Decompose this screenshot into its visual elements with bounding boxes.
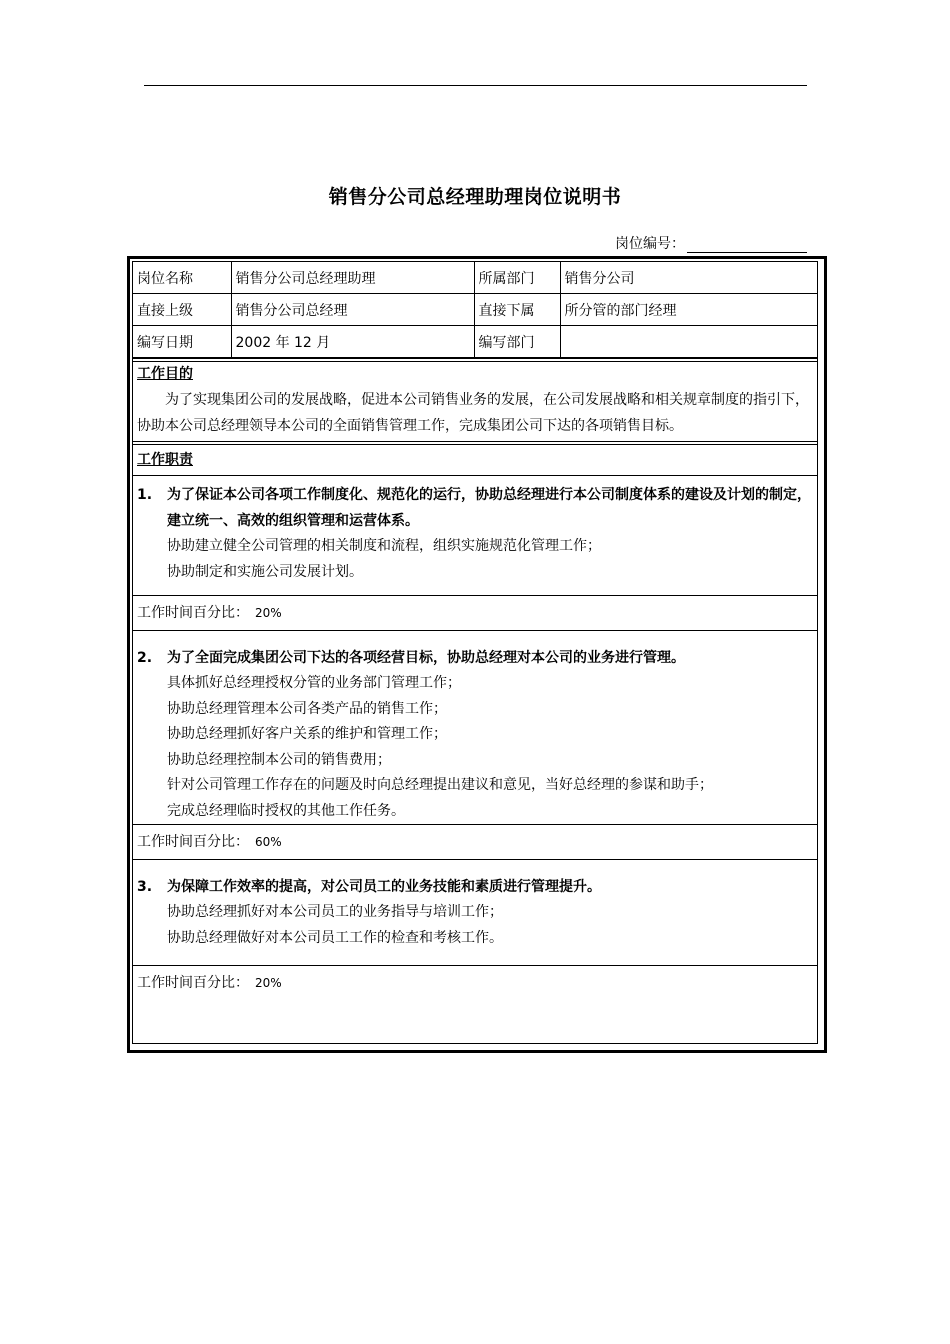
bullet-text: 协助制定和实施公司发展计划。 [167,563,363,580]
duty-title [133,476,817,534]
bullet-text: 协助总经理管理本公司各类产品的销售工作； [167,700,447,717]
info-label: 编写日期 [133,326,231,358]
duty-bullet [133,671,817,697]
bullet-text: 协助建立健全公司管理的相关制度和流程，组织实施规范化管理工作； [167,538,601,554]
duty-bullet [133,697,817,723]
duty-number: 3. [137,879,153,895]
duty-title-text: 为保障工作效率的提高，对公司员工的业务技能和素质进行管理提升。 [167,879,601,895]
purpose-section [133,358,817,441]
position-code-blank [687,237,807,253]
duty-bullet [133,748,817,774]
time-percent-value: 20% [255,606,282,620]
info-label: 直接下属 [474,294,560,326]
info-row [133,262,817,294]
bullet-text: 协助总经理做好对本公司员工工作的检查和考核工作。 [167,929,503,946]
bullet-marker [137,900,167,926]
duty-bullet [133,799,817,825]
info-value: 2002 年 12 月 [231,326,474,358]
bullet-marker [137,671,167,697]
duty-bullet [133,560,817,596]
bullet-text: 协助总经理抓好客户关系的维护和管理工作； [167,726,447,742]
bullet-marker [137,748,167,774]
duty-bullet [133,534,817,560]
duties-heading: 工作职责 [137,452,193,468]
duty-block [133,630,817,824]
duty-bullet [133,926,817,966]
info-label: 直接上级 [133,294,231,326]
position-code-label: 岗位编号： [615,236,685,252]
info-value: 销售分公司总经理助理 [231,262,474,294]
bullet-marker [137,534,167,560]
duty-bullet [133,900,817,926]
purpose-text: 为了实现集团公司的发展战略，促进本公司销售业务的发展，在公司发展战略和相关规章制度的指引下，协助本公司总经理领导本公司的全面销售管理工作，完成集团公司下达的各项销售目标。 [137,392,809,434]
form-inner [132,261,818,1044]
time-percent-row [133,595,817,630]
time-label: 工作时间百分比： [137,605,249,621]
purpose-heading: 工作目的 [137,366,193,382]
bullet-text: 完成总经理临时授权的其他工作任务。 [167,802,405,819]
duty-title [133,631,817,671]
info-label: 岗位名称 [133,262,231,294]
duty-block [133,859,817,965]
info-row [133,294,817,326]
info-table [133,262,817,358]
position-code [615,233,807,253]
bullet-text: 针对公司管理工作存在的问题及时向总经理提出建议和意见，当好总经理的参谋和助手； [167,777,713,793]
info-value: 所分管的部门经理 [560,294,817,326]
bullet-marker [137,799,167,825]
info-value: 销售分公司总经理 [231,294,474,326]
duty-title-text: 为了保证本公司各项工作制度化、规范化的运行，协助总经理进行本公司制度体系的建设及计划的制定，建立统一、高效的组织管理和运营体系。 [167,487,811,529]
bullet-marker [137,722,167,748]
document-title: 销售分公司总经理助理岗位说明书 [328,186,622,208]
duty-bullet [133,773,817,799]
info-label: 编写部门 [474,326,560,358]
bullet-marker [137,773,167,799]
bullet-text: 具体抓好总经理授权分管的业务部门管理工作； [167,675,461,691]
duty-number: 1. [137,487,153,503]
duties-section [133,441,817,1000]
time-percent-row [133,965,817,1000]
bullet-marker [137,560,167,586]
info-label: 所属部门 [474,262,560,294]
time-label: 工作时间百分比： [137,975,249,991]
duty-title [133,860,817,900]
info-row [133,326,817,358]
bullet-text: 协助总经理抓好对本公司员工的业务指导与培训工作； [167,904,503,920]
info-value [560,326,817,358]
header-rule [144,85,807,86]
time-percent-row [133,824,817,859]
info-value: 销售分公司 [560,262,817,294]
time-percent-value: 60% [255,835,282,849]
duty-title-text: 为了全面完成集团公司下达的各项经营目标，协助总经理对本公司的业务进行管理。 [167,650,685,666]
time-percent-value: 20% [255,976,282,990]
bullet-marker [137,697,167,723]
duty-bullet [133,722,817,748]
duty-number: 2. [137,650,153,666]
bullet-text: 协助总经理控制本公司的销售费用； [167,751,391,768]
duty-block [133,475,817,595]
time-label: 工作时间百分比： [137,834,249,850]
job-description-form [127,256,827,1053]
bullet-marker [137,926,167,952]
